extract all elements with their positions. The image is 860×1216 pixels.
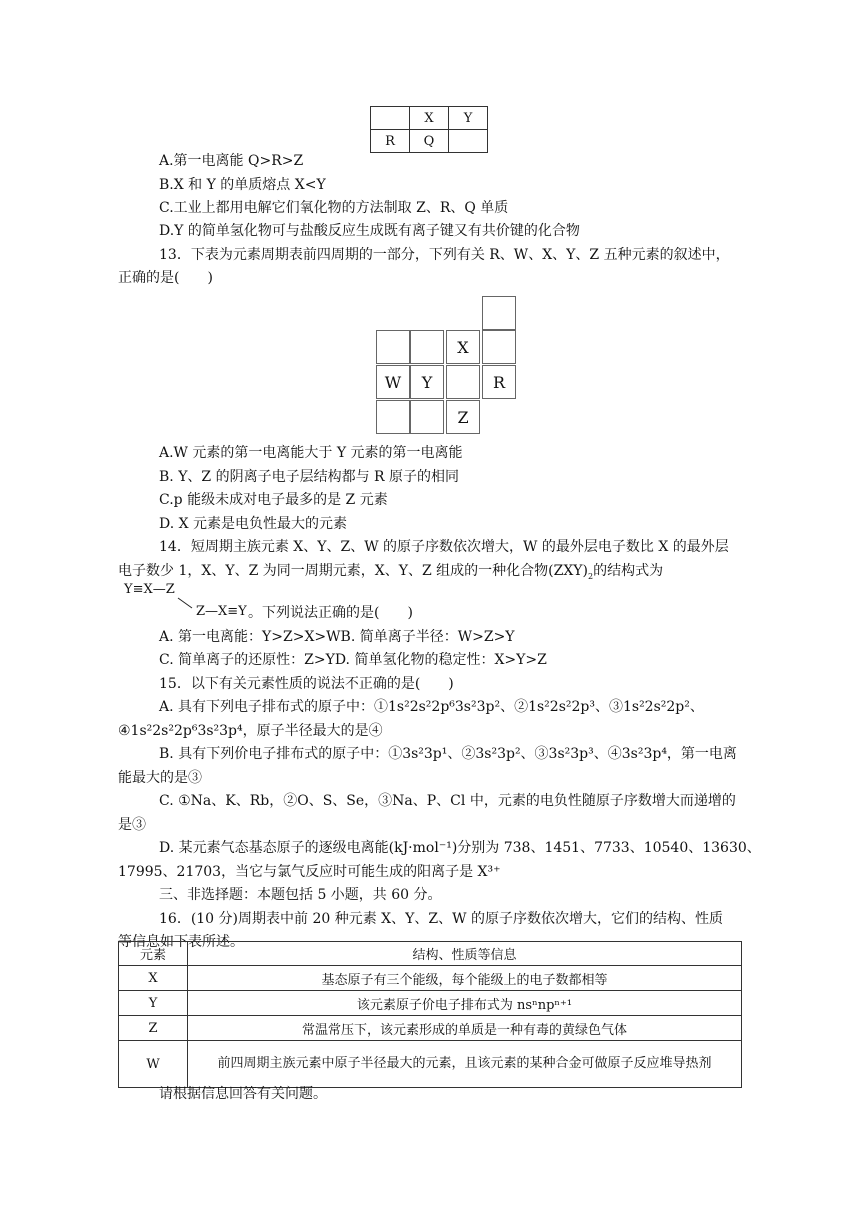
table-row	[119, 1041, 742, 1088]
q12-table	[370, 106, 488, 153]
grid-cell-r: R	[482, 365, 516, 399]
q15-d-line1: D. 某元素气态基态原子的逐级电离能(kJ·mol⁻¹)分别为 738、1451、7733、10540、13630、	[159, 840, 761, 856]
q13-stem-line2: 正确的是( )	[118, 270, 213, 286]
grid-cell	[410, 400, 444, 434]
q16-info-table	[118, 941, 742, 1088]
grid-cell-w: W	[376, 365, 410, 399]
q13-option-a: A.W 元素的第一电离能大于 Y 元素的第一电离能	[159, 445, 463, 461]
q16-line2: 等信息如下表所述。	[118, 934, 244, 950]
q14-line1: 14．短周期主族元素 X、Y、Z、W 的原子序数依次增大，W 的最外层电子数比 X 的最外层	[159, 539, 729, 555]
q14-line2-sub: 2	[588, 571, 594, 581]
q14-options-ab: A. 第一电离能：Y>Z>X>WB. 简单离子半径：W>Z>Y	[159, 629, 515, 645]
q14-structure-bond	[176, 597, 196, 609]
table-cell: X	[410, 107, 449, 130]
grid-cell-x: X	[446, 330, 480, 364]
table-header-cell: 结构、性质等信息	[188, 942, 742, 966]
table-row	[119, 1016, 742, 1041]
table-row	[371, 107, 488, 130]
q13-option-d: D. X 元素是电负性最大的元素	[159, 516, 348, 532]
grid-cell	[410, 330, 444, 364]
q12-option-a: A.第一电离能 Q>R>Z	[159, 153, 304, 169]
q15-b-line1: B. 具有下列价电子排布式的原子中：①3s²3p¹、②3s²3p²、③3s²3p³、④3s²3p⁴，第一电离	[159, 746, 737, 762]
table-cell: 前四周期主族元素中原子半径最大的元素，且该元素的某种合金可做原子反应堆导热剂	[188, 1041, 742, 1088]
q12-option-c: C.工业上都用电解它们氧化物的方法制取 Z、R、Q 单质	[159, 200, 509, 216]
section-three-heading: 三、非选择题：本题包括 5 小题，共 60 分。	[159, 887, 442, 903]
q15-a-line1: A. 具有下列电子排布式的原子中：①1s²2s²2p⁶3s²3p²、②1s²2s²2p³、③1s²2s²2p²、	[159, 699, 704, 715]
table-row	[119, 966, 742, 991]
grid-cell	[446, 365, 480, 399]
grid-cell	[376, 330, 410, 364]
table-cell: 常温常压下，该元素形成的单质是一种有毒的黄绿色气体	[188, 1016, 742, 1041]
table-cell: Z	[119, 1016, 188, 1041]
q15-d-line2: 17995、21703，当它与氯气反应时可能生成的阳离子是 X³⁺	[118, 864, 501, 880]
table-cell	[449, 130, 488, 153]
table-cell: Y	[119, 991, 188, 1016]
q13-periodic-grid	[376, 296, 518, 436]
q14-options-cd: C. 简单离子的还原性：Z>YD. 简单氢化物的稳定性：X>Y>Z	[159, 652, 547, 668]
table-header-cell: 元素	[119, 942, 188, 966]
q15-c-line1: C. ①Na、K、Rb，②O、S、Se，③Na、P、Cl 中，元素的电负性随原子序数增大而递增的	[159, 793, 736, 809]
q15-b-line2: 能最大的是③	[118, 770, 202, 786]
q13-option-c: C.p 能级未成对电子最多的是 Z 元素	[159, 492, 388, 508]
grid-cell-z: Z	[446, 400, 480, 434]
table-row	[371, 130, 488, 153]
table-cell: Q	[410, 130, 449, 153]
q14-structure-bottom: Z—X≡Y	[196, 604, 247, 619]
q16-line1: 16．(10 分)周期表中前 20 种元素 X、Y、Z、W 的原子序数依次增大，它们的结构、性质	[159, 911, 723, 927]
table-header-row	[119, 942, 742, 966]
q12-option-d: D.Y 的简单氢化物可与盐酸反应生成既有离子键又有共价键的化合物	[159, 223, 580, 239]
q15-c-line2: 是③	[118, 817, 146, 833]
table-cell: 基态原子有三个能级，每个能级上的电子数都相等	[188, 966, 742, 991]
table-cell: W	[119, 1041, 188, 1088]
q14-line2-end: 的结构式为	[593, 563, 664, 579]
grid-cell-y: Y	[410, 365, 444, 399]
q14-line2	[118, 561, 663, 587]
grid-cell	[482, 330, 516, 364]
q15-stem: 15．以下有关元素性质的说法不正确的是( )	[159, 676, 454, 692]
q14-structure-top: Y≡X—Z	[124, 582, 175, 597]
q12-option-b: B.X 和 Y 的单质熔点 X<Y	[159, 177, 326, 193]
q14-line2-text: 电子数少 1，X、Y、Z 为同一周期元素，X、Y、Z 组成的一种化合物(ZXY)	[118, 563, 588, 579]
q13-stem-line1: 13．下表为元素周期表前四周期的一部分，下列有关 R、W、X、Y、Z 五种元素的叙述中，	[159, 247, 730, 263]
table-cell: R	[371, 130, 410, 153]
grid-cell	[482, 296, 516, 330]
q14-line3: 。下列说法正确的是( )	[248, 605, 413, 621]
table-cell	[371, 107, 410, 130]
table-cell: Y	[449, 107, 488, 130]
grid-cell	[376, 400, 410, 434]
q13-option-b: B. Y、Z 的阴离子电子层结构都与 R 原子的相同	[159, 469, 460, 485]
table-cell: 该元素原子价电子排布式为 nsⁿnpⁿ⁺¹	[188, 991, 742, 1016]
table-row	[119, 991, 742, 1016]
table-cell: X	[119, 966, 188, 991]
q16-footer: 请根据信息回答有关问题。	[159, 1086, 327, 1102]
q15-a-line2: ④1s²2s²2p⁶3s²3p⁴，原子半径最大的是④	[118, 723, 383, 739]
